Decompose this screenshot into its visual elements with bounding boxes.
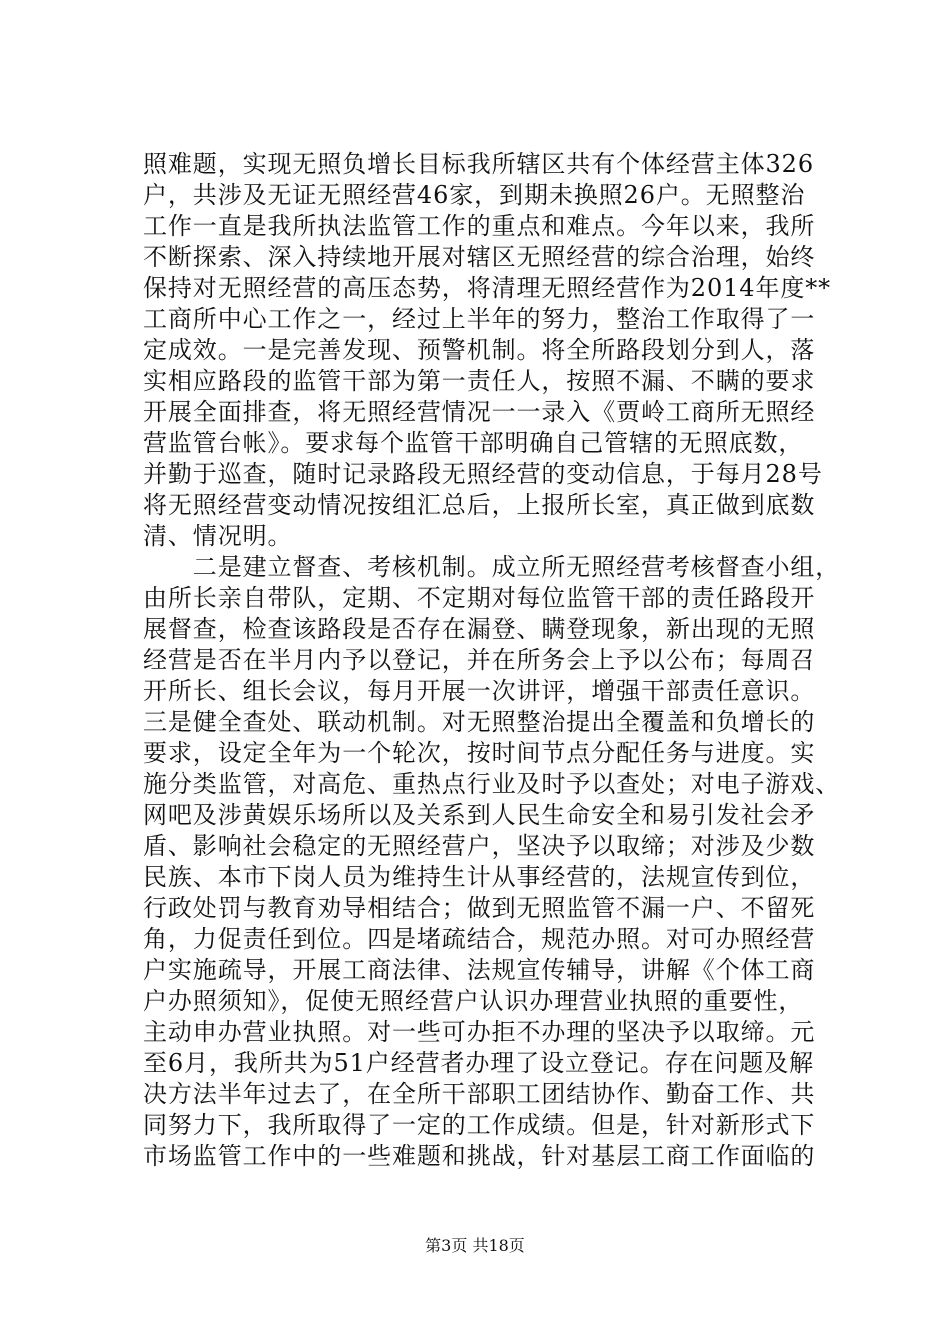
text-line: 清、情况明。 [143,522,293,550]
text-line: 工商所中心工作之一，经过上半年的努力，整治工作取得了一 [143,305,816,333]
text-line: 开展全面排查，将无照经营情况一一录入《贾岭工商所无照经 [143,398,816,426]
text-line: 照难题，实现无照负增长目标我所辖区共有个体经营主体326 [143,150,815,178]
text-line: 户办照须知》，促使无照经营户认识办理营业执照的重要性， [143,987,804,1015]
text-line: 角，力促责任到位。四是堵疏结合，规范办照。对可办照经营 [143,925,816,953]
text-line: 至6月，我所共为51户经营者办理了设立登记。存在问题及解 [143,1049,815,1077]
text-line: 开所长、组长会议，每月开展一次讲评，增强干部责任意识。 [143,677,816,705]
text-line: 不断探索、深入持续地开展对辖区无照经营的综合治理，始终 [143,243,816,271]
text-line: 营监管台帐》。要求每个监管干部明确自己管辖的无照底数， [143,429,804,457]
text-line: 由所长亲自带队，定期、不定期对每位监管干部的责任路段开 [143,584,816,612]
text-line: 同努力下，我所取得了一定的工作成绩。但是，针对新形式下 [143,1111,816,1139]
text-line: 市场监管工作中的一些难题和挑战，针对基层工商工作面临的 [143,1142,816,1170]
text-line: 盾、影响社会稳定的无照经营户，坚决予以取缔；对涉及少数 [143,832,816,860]
text-line: 网吧及涉黄娱乐场所以及关系到人民生命安全和易引发社会矛 [143,801,816,829]
document-body [143,149,841,1172]
text-line: 并勤于巡查，随时记录路段无照经营的变动信息，于每月28号 [143,460,823,488]
text-line: 施分类监管，对高危、重热点行业及时予以查处；对电子游戏、 [143,770,841,798]
text-line: 三是健全查处、联动机制。对无照整治提出全覆盖和负增长的 [143,708,816,736]
text-line: 民族、本市下岗人员为维持生计从事经营的，法规宣传到位， [143,863,816,891]
text-line: 行政处罚与教育劝导相结合；做到无照监管不漏一户、不留死 [143,894,816,922]
text-line: 决方法半年过去了，在全所干部职工团结协作、勤奋工作、共 [143,1080,816,1108]
page-footer [0,1236,950,1256]
text-line: 户实施疏导，开展工商法律、法规宣传辅导，讲解《个体工商 [143,956,816,984]
text-line: 工作一直是我所执法监管工作的重点和难点。今年以来，我所 [143,212,816,240]
text-line: 展督查，检查该路段是否存在漏登、瞒登现象，新出现的无照 [143,615,816,643]
text-line: 二是建立督查、考核机制。成立所无照经营考核督查小组， [143,553,841,581]
text-line: 定成效。一是完善发现、预警机制。将全所路段划分到人，落 [143,336,816,364]
paragraph [143,552,841,1172]
text-line: 主动申办营业执照。对一些可办拒不办理的坚决予以取缔。元 [143,1018,816,1046]
text-line: 经营是否在半月内予以登记，并在所务会上予以公布；每周召 [143,646,816,674]
text-line: 保持对无照经营的高压态势，将清理无照经营作为2014年度** [143,274,832,302]
text-line: 实相应路段的监管干部为第一责任人，按照不漏、不瞒的要求 [143,367,816,395]
text-line: 将无照经营变动情况按组汇总后，上报所长室，真正做到底数 [143,491,816,519]
paragraph [143,149,832,552]
text-line: 户，共涉及无证无照经营46家，到期未换照26户。无照整治 [143,181,806,209]
text-line: 要求，设定全年为一个轮次，按时间节点分配任务与进度。实 [143,739,816,767]
page-number: 第3页 共18页 [425,1236,525,1255]
